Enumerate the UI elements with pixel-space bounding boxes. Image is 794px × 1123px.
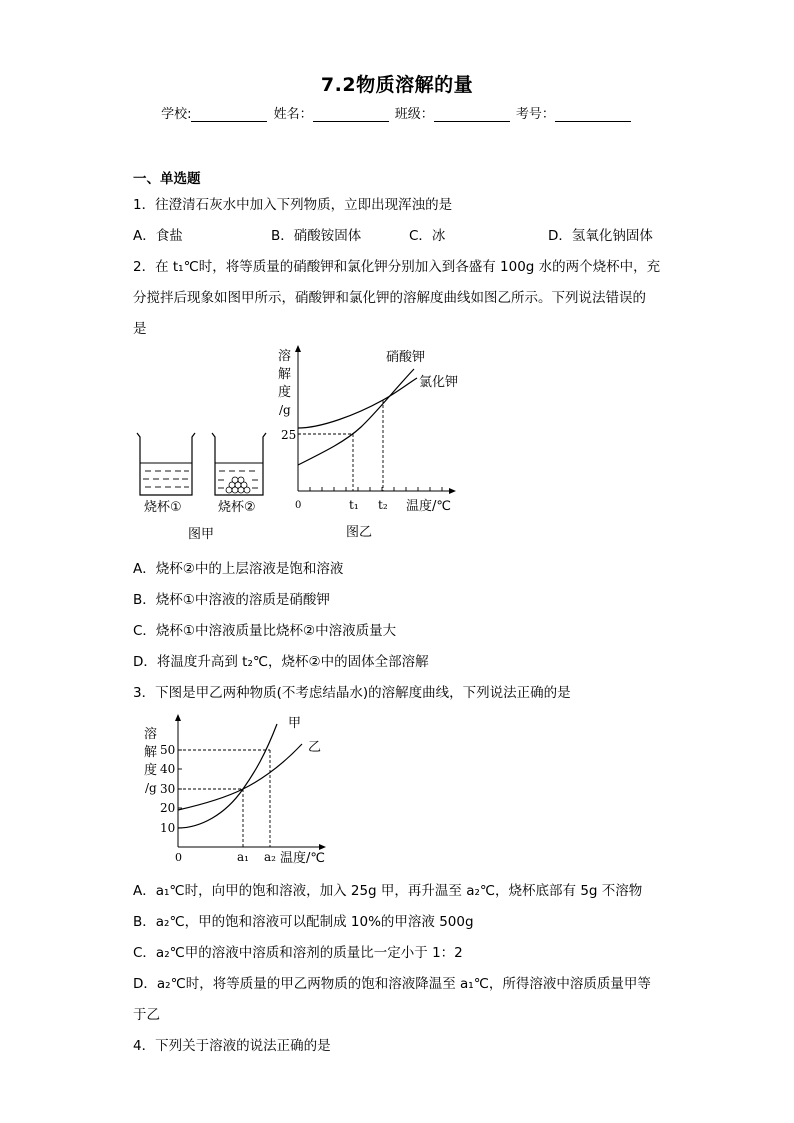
name-label: 姓名： [273, 107, 313, 122]
q2-stem-line3: 是 [133, 321, 147, 337]
q3-option-d-continued: 于乙 [133, 1007, 160, 1023]
class-blank[interactable] [434, 107, 510, 122]
q2-option-d[interactable]: D．将温度升高到 t₂℃，烧杯②中的固体全部溶解 [133, 654, 429, 670]
q3-option-b[interactable]: B．a₂℃，甲的饱和溶液可以配制成 10%的甲溶液 500g [133, 914, 474, 930]
origin-label: 0 [295, 500, 302, 511]
class-label: 班级： [394, 107, 434, 122]
q2-stem-line2: 分搅拌后现象如图甲所示，硝酸钾和氯化钾的溶解度曲线如图乙所示。下列说法错误的 [133, 290, 646, 306]
name-blank[interactable] [313, 107, 389, 122]
q1-option-b[interactable]: B．硝酸铵固体 [271, 228, 362, 244]
x-tick-t2: t₂ [378, 498, 388, 512]
q3-y-label-3: 度 [144, 763, 158, 778]
q3-y-label-1: 溶 [144, 727, 158, 742]
page-title: 7.2物质溶解的量 [320, 74, 474, 96]
series-jia-label: 甲 [288, 716, 302, 731]
q3-option-c[interactable]: C．a₂℃甲的溶液中溶质和溶剂的质量比一定小于 1：2 [133, 945, 463, 961]
x-tick-t1: t₁ [349, 498, 359, 512]
beaker-1 [137, 433, 195, 495]
q3-solubility-graph [140, 710, 340, 870]
exam-number-label: 考号： [515, 107, 555, 122]
q3-y-tick-30: 30 [160, 782, 176, 796]
q3-origin-label: 0 [175, 851, 182, 864]
curve-yi [178, 744, 302, 810]
y-label-4: /g [279, 403, 291, 417]
q1-option-d[interactable]: D．氢氧化钠固体 [548, 228, 653, 244]
y-label-2: 解 [278, 367, 292, 382]
beaker-1-label: 烧杯① [144, 500, 182, 515]
q3-x-tick-a1: a₁ [237, 850, 249, 864]
q2-option-c[interactable]: C．烧杯①中溶液质量比烧杯②中溶液质量大 [133, 623, 397, 639]
student-info-row [0, 103, 794, 122]
figure-jia-caption: 图甲 [188, 527, 215, 542]
series-kcl-label: 氯化钾 [419, 375, 459, 390]
q3-y-tick-40: 40 [160, 762, 176, 776]
q1-option-c[interactable]: C．冰 [409, 228, 446, 244]
q3-x-axis-label: 温度/℃ [280, 851, 325, 866]
q3-y-label-4: /g [145, 781, 157, 795]
q3-y-label-2: 解 [144, 745, 158, 760]
kno3-curve [298, 369, 414, 465]
series-kno3-label: 硝酸钾 [386, 350, 426, 365]
figure-yi-caption: 图乙 [346, 525, 373, 540]
y-label-1: 溶 [278, 349, 292, 364]
q3-option-d[interactable]: D．a₂℃时，将等质量的甲乙两物质的饱和溶液降温至 a₁℃，所得溶液中溶质质量甲等 [133, 976, 651, 992]
beaker-2-label: 烧杯② [218, 500, 256, 515]
q3-y-tick-10: 10 [160, 821, 176, 835]
q3-x-tick-a2: a₂ [264, 850, 276, 864]
series-yi-label: 乙 [308, 740, 322, 755]
curve-jia [178, 724, 277, 828]
y-tick-25: 25 [281, 428, 297, 442]
figure-jia-beakers [130, 425, 270, 545]
q3-option-a[interactable]: A．a₁℃时，向甲的饱和溶液，加入 25g 甲，再升温至 a₂℃，烧杯底部有 5g 不溶物 [133, 883, 643, 899]
school-label: 学校: [161, 107, 192, 122]
section-heading: 一、单选题 [133, 171, 201, 187]
school-blank[interactable] [191, 107, 267, 122]
q2-stem-line1: 2．在 t₁℃时，将等质量的硝酸钾和氯化钾分别加入到各盛有 100g 水的两个烧杯中，充 [133, 259, 661, 275]
q3-stem: 3．下图是甲乙两种物质(不考虑结晶水)的溶解度曲线，下列说法正确的是 [133, 685, 571, 701]
beaker-2 [212, 433, 266, 495]
exam-number-blank[interactable] [555, 107, 631, 122]
q2-option-b[interactable]: B．烧杯①中溶液的溶质是硝酸钾 [133, 592, 330, 608]
q2-option-a[interactable]: A．烧杯②中的上层溶液是饱和溶液 [133, 561, 344, 577]
q1-option-a[interactable]: A．食盐 [133, 228, 183, 244]
q4-stem: 4．下列关于溶液的说法正确的是 [133, 1038, 331, 1054]
q1-stem: 1．往澄清石灰水中加入下列物质，立即出现浑浊的是 [133, 197, 453, 213]
y-label-3: 度 [278, 385, 292, 400]
undissolved-solid [226, 477, 250, 493]
figure-yi-graph [276, 343, 476, 543]
q3-y-tick-50: 50 [160, 743, 176, 757]
q3-y-tick-20: 20 [160, 801, 176, 815]
x-axis-label: 温度/℃ [406, 499, 451, 514]
